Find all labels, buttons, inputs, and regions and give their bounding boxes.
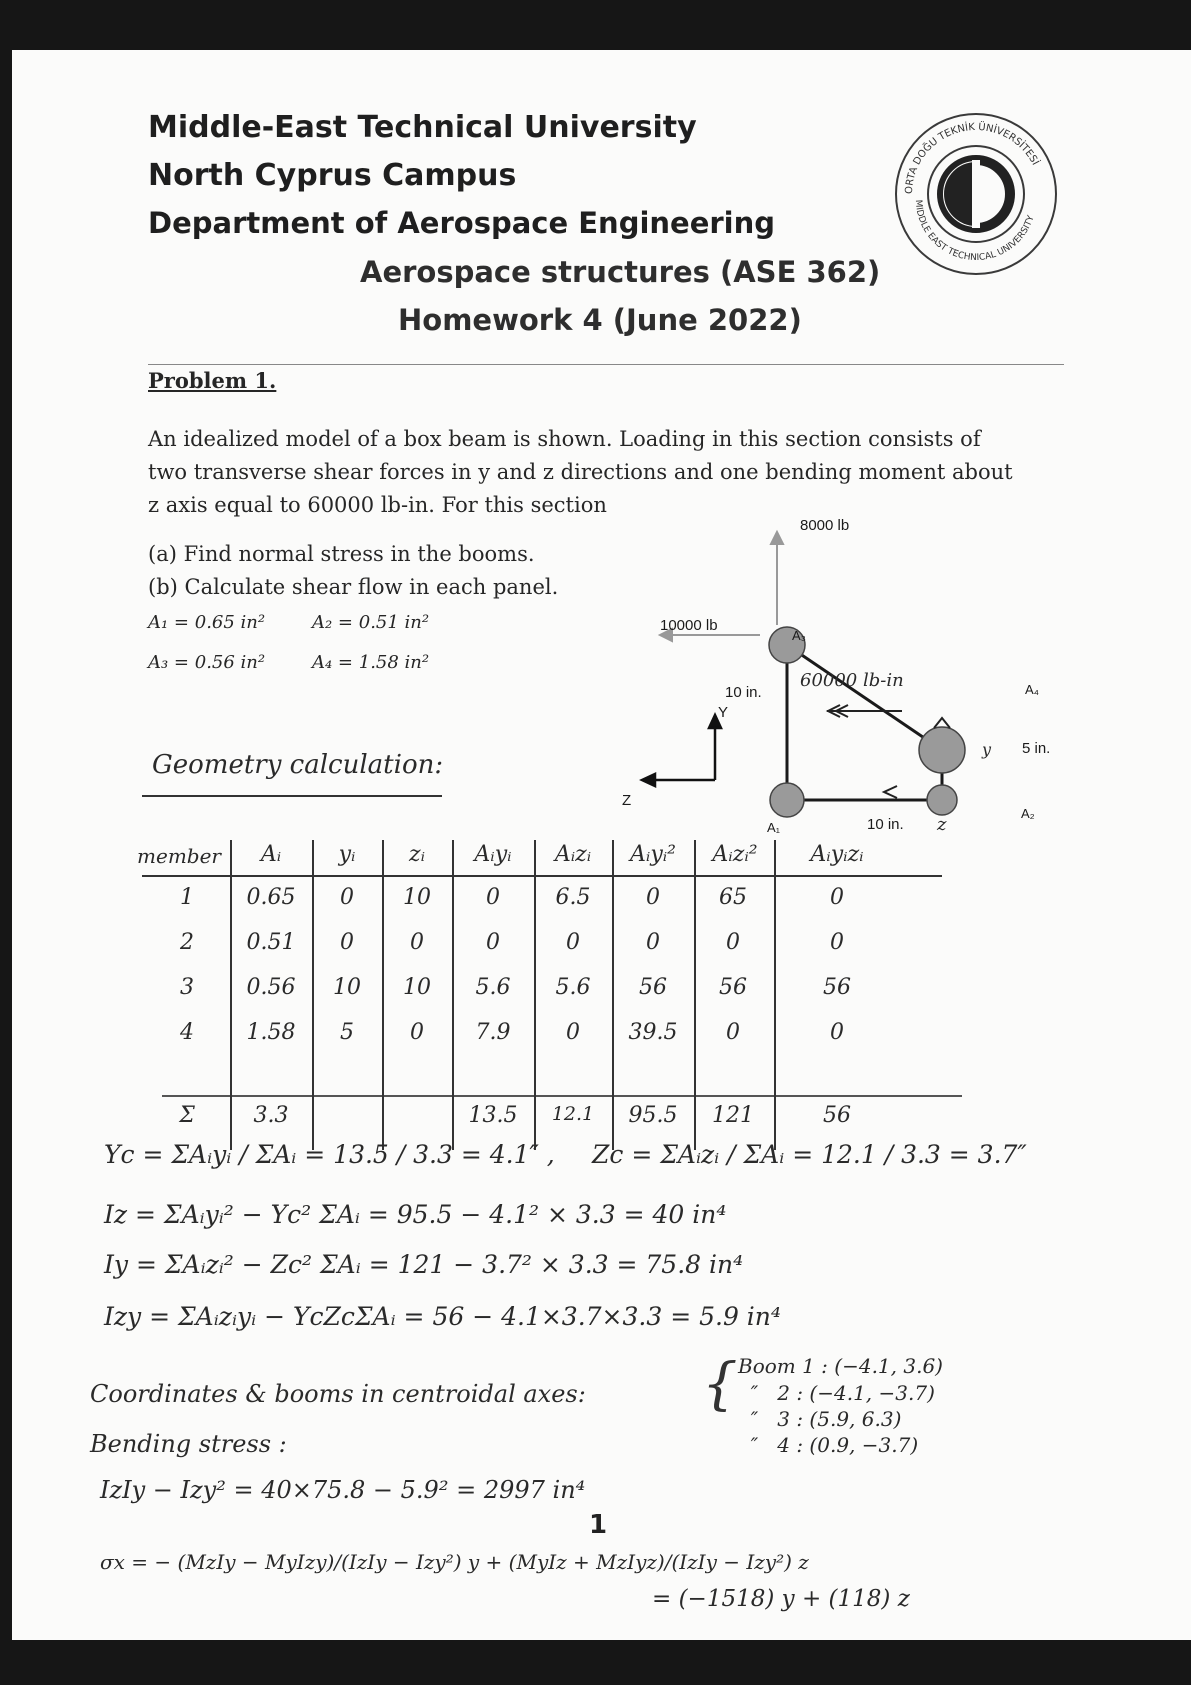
col-header: Aᵢ xyxy=(260,842,282,867)
right-height-label: 5 in. xyxy=(1022,740,1051,757)
sigma-result: = (−1518) y + (118) z xyxy=(652,1586,910,1612)
boom-1-coord: Boom 1 : (−4.1, 3.6) xyxy=(738,1354,943,1378)
boom-3-coord: ″ 3 : (5.9, 6.3) xyxy=(738,1407,902,1431)
col-header: Aᵢyᵢ² xyxy=(630,842,676,867)
table-cell: 3 xyxy=(180,975,194,1000)
table-cell: 0 xyxy=(486,885,500,910)
table-cell: 1.58 xyxy=(246,1020,296,1045)
centroid-z-equation: Zc = ΣAᵢzᵢ / ΣAᵢ = 12.1 / 3.3 = 3.7″ xyxy=(592,1140,1027,1169)
table-cell: 0 xyxy=(830,930,844,955)
col-rule xyxy=(452,840,454,1150)
table-cell: 56 xyxy=(823,1103,851,1128)
coordinates-label: Coordinates & booms in centroidal axes: xyxy=(90,1380,586,1408)
col-rule xyxy=(612,840,614,1150)
table-cell: 0 xyxy=(646,885,660,910)
table-cell: 13.5 xyxy=(468,1103,518,1128)
title-rule xyxy=(148,364,1064,365)
problem-text-line-1: An idealized model of a box beam is shown. Loading in this section consists of xyxy=(148,427,981,451)
box-beam-diagram xyxy=(572,510,1072,890)
col-header: Aᵢyᵢ xyxy=(474,842,512,867)
boom-a1 xyxy=(770,783,804,817)
table-cell: 0.56 xyxy=(246,975,296,1000)
izy-equation: Izy = ΣAᵢzᵢyᵢ − YcZcΣAᵢ = 56 − 4.1×3.7×3.3 = 5.9 in⁴ xyxy=(104,1302,781,1331)
col-header: Aᵢzᵢ² xyxy=(712,842,758,867)
table-cell: 0.51 xyxy=(246,930,296,955)
table-cell: 0 xyxy=(726,1020,740,1045)
table-cell: 12.1 xyxy=(551,1103,595,1125)
a2-label: A₂ xyxy=(1021,806,1035,821)
centroid-y-equation: Yc = ΣAᵢyᵢ / ΣAᵢ = 13.5 / 3.3 = 4.1″ , xyxy=(104,1140,555,1169)
height-label: 10 in. xyxy=(725,684,762,701)
svg-text:ORTA DOĞU TEKNİK ÜNİVERSİTESİ: ORTA DOĞU TEKNİK ÜNİVERSİTESİ xyxy=(903,121,1041,195)
col-header: Aᵢyᵢzᵢ xyxy=(810,842,864,867)
table-sum-rule xyxy=(162,1095,962,1097)
col-header: member xyxy=(137,844,221,868)
table-cell: 0 xyxy=(410,1020,424,1045)
homework-title: Homework 4 (June 2022) xyxy=(398,303,802,337)
table-cell: 4 xyxy=(180,1020,194,1045)
table-cell: 0 xyxy=(410,930,424,955)
campus-name: North Cyprus Campus xyxy=(148,158,517,193)
area-a4: A₄ = 1.58 in² xyxy=(312,652,430,673)
iy-equation: Iy = ΣAᵢzᵢ² − Zc² ΣAᵢ = 121 − 3.7² × 3.3 = 75.8 in⁴ xyxy=(104,1250,744,1279)
boom-a4 xyxy=(919,727,965,773)
table-cell: 0 xyxy=(340,885,354,910)
width-label: 10 in. xyxy=(867,816,904,833)
heading-underline xyxy=(142,795,442,797)
table-cell: 65 xyxy=(719,885,747,910)
area-a3: A₃ = 0.56 in² xyxy=(148,652,266,673)
problem-text-line-3: z axis equal to 60000 lb-in. For this section xyxy=(148,493,607,517)
boom-a2 xyxy=(927,785,957,815)
problem-text-line-2: two transverse shear forces in y and z directions and one bending moment about xyxy=(148,460,1013,484)
homework-page xyxy=(12,50,1191,1640)
force-z-label: 8000 lb xyxy=(800,517,850,534)
table-cell: 0 xyxy=(830,1020,844,1045)
table-cell: 5.6 xyxy=(555,975,591,1000)
table-cell: 95.5 xyxy=(628,1103,678,1128)
y-axis-label: Y xyxy=(718,704,729,721)
table-cell: 0 xyxy=(566,1020,580,1045)
col-rule xyxy=(534,840,536,1150)
a3-label: A₃ xyxy=(792,628,806,643)
table-cell: 0 xyxy=(340,930,354,955)
table-cell: 2 xyxy=(180,930,194,955)
table-cell: 10 xyxy=(403,975,431,1000)
boom-2-coord: ″ 2 : (−4.1, −3.7) xyxy=(738,1381,935,1405)
table-cell: 3.3 xyxy=(253,1103,289,1128)
force-y-label: 10000 lb xyxy=(660,617,718,634)
table-cell: 0 xyxy=(646,930,660,955)
table-cell: 5 xyxy=(340,1020,354,1045)
table-cell: 56 xyxy=(639,975,667,1000)
col-header: zᵢ xyxy=(408,842,426,867)
problem-title: Problem 1. xyxy=(148,368,277,393)
department-name: Department of Aerospace Engineering xyxy=(148,206,776,240)
page-mark: 1 xyxy=(589,1510,608,1540)
course-title: Aerospace structures (ASE 362) xyxy=(360,255,881,289)
table-cell: 0 xyxy=(830,885,844,910)
a1-label: A₁ xyxy=(767,820,781,835)
svg-text:MIDDLE EAST TECHNICAL UNIVERSI: MIDDLE EAST TECHNICAL UNIVERSITY xyxy=(912,199,1037,264)
col-rule xyxy=(230,840,232,1150)
table-cell: Σ xyxy=(179,1103,195,1128)
z-axis-label: Z xyxy=(622,792,632,809)
table-header-rule xyxy=(142,875,942,877)
geometry-heading: Geometry calculation: xyxy=(152,750,444,780)
area-a1: A₁ = 0.65 in² xyxy=(148,612,266,633)
geometry-table xyxy=(137,840,982,1160)
part-a: (a) Find normal stress in the booms. xyxy=(148,542,535,566)
moment-label: 60000 lb-in xyxy=(800,670,904,691)
brace-icon: { xyxy=(702,1352,738,1417)
table-cell: 5.6 xyxy=(475,975,511,1000)
table-cell: 1 xyxy=(180,885,194,910)
table-cell: 0 xyxy=(726,930,740,955)
boom-4-coord: ″ 4 : (0.9, −3.7) xyxy=(738,1433,919,1457)
col-rule xyxy=(694,840,696,1150)
university-seal-icon xyxy=(892,110,1060,278)
table-cell: 121 xyxy=(712,1103,754,1128)
part-b: (b) Calculate shear flow in each panel. xyxy=(148,575,559,599)
university-name: Middle-East Technical University xyxy=(148,110,697,145)
table-cell: 6.5 xyxy=(555,885,591,910)
table-cell: 0 xyxy=(566,930,580,955)
table-cell: 56 xyxy=(719,975,747,1000)
table-cell: 10 xyxy=(333,975,361,1000)
area-a2: A₂ = 0.51 in² xyxy=(312,612,430,633)
table-cell: 39.5 xyxy=(628,1020,678,1045)
table-cell: 0.65 xyxy=(246,885,296,910)
z-handwritten: z xyxy=(937,814,947,835)
table-cell: 7.9 xyxy=(475,1020,511,1045)
determinant-equation: IzIy − Izy² = 40×75.8 − 5.9² = 2997 in⁴ xyxy=(100,1476,586,1504)
col-header: yᵢ xyxy=(338,842,356,867)
col-rule xyxy=(774,840,776,1150)
a4-label: A₄ xyxy=(1025,682,1039,697)
iz-equation: Iz = ΣAᵢyᵢ² − Yc² ΣAᵢ = 95.5 − 4.1² × 3.3 = 40 in⁴ xyxy=(104,1200,727,1229)
table-cell: 56 xyxy=(823,975,851,1000)
bending-label: Bending stress : xyxy=(90,1430,287,1458)
sigma-equation: σx = − (MzIy − MyIzy)/(IzIy − Izy²) y + (MyIz + MzIyz)/(IzIy − Izy²) z xyxy=(100,1550,809,1574)
y-handwritten: y xyxy=(982,740,992,759)
col-header: Aᵢzᵢ xyxy=(554,842,592,867)
table-cell: 10 xyxy=(403,885,431,910)
table-cell: 0 xyxy=(486,930,500,955)
